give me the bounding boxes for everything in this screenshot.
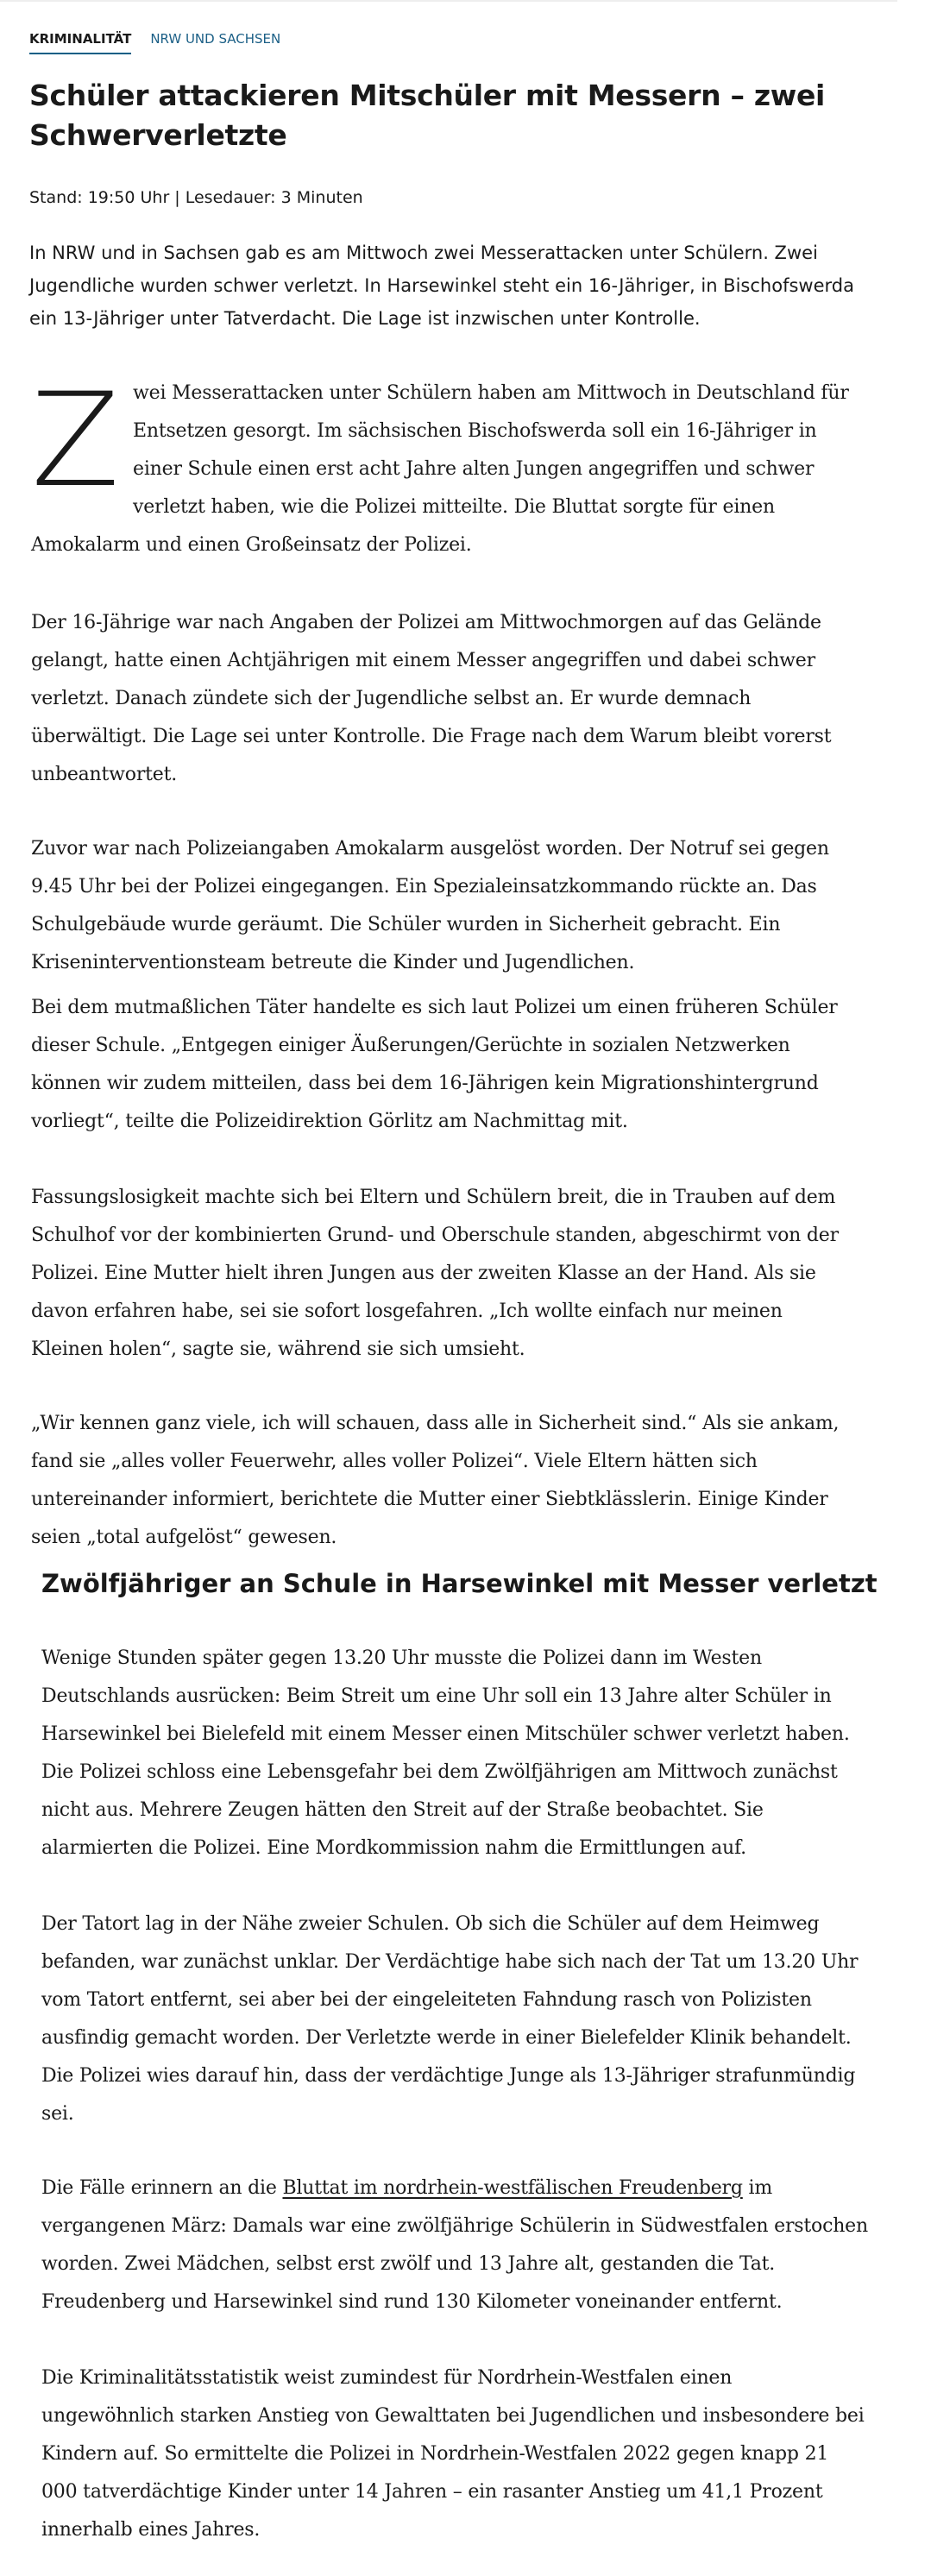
body-paragraph-2: Der 16-Jährige war nach Angaben der Polizei am Mittwochmorgen auf das Gelände gelangt, hatte einen Achtjährigen mit einem Messer angegriffen und dabei schwer verletzt. Danach zündete sich der Jugendliche selbst an. Er wurde demnach überwältigt. Die Lage sei unter Kontrolle. Die Frage nach dem Warum bleibt vorerst unbeantwortet. [31, 612, 832, 785]
body-paragraph-8: Der Tatort lag in der Nähe zweier Schulen. Ob sich die Schüler auf dem Heimweg befanden, war zunächst unklar. Der Verdächtige habe sich nach der Tat um 13.20 Uhr vom Tatort entfernt, sei aber bei der eingeleiteten Fahndung rasch von Polizisten ausfindig gemacht worden. Der Verletzte werde in einer Bielefelder Klinik behandelt. Die Polizei wies darauf hin, dass der verdächtige Junge als 13-Jähriger strafunmündig sei. [41, 1913, 859, 2125]
freudenberg-article-link[interactable]: Bluttat im nordrhein-westfälischen Freudenberg [282, 2177, 743, 2199]
top-divider [0, 0, 897, 2]
body-paragraph-6: „Wir kennen ganz viele, ich will schauen, dass alle in Sicherheit sind.“ Als sie ankam, fand sie „alles voller Feuerwehr, alles voller Polizei“. Viele Eltern hätten sich untereinander informiert, berichtete die Mutter einer Siebtklässlerin. Einige Kinder seien „total aufgelöst“ gewesen. [31, 1413, 840, 1548]
body-paragraph-10: Die Kriminalitätsstatistik weist zumindest für Nordrhein-Westfalen einen ungewöhnlich starken Anstieg von Gewalttaten bei Jugendlichen und insbesondere bei Kindern auf. So ermittelte die Polizei in Nordrhein-Westfalen 2022 gegen knapp 21 000 tatverdächtige Kinder unter 14 Jahren – ein rasanter Anstieg um 41,1 Prozent innerhalb eines Jahres. [41, 2367, 865, 2541]
article-headline: Schüler attackieren Mitschüler mit Messern – zwei Schwerverletzte [29, 79, 826, 152]
body-paragraph-9-end: im vergangenen März: Damals war eine zwölfjährige Schülerin in Südwestfalen erstochen worden. Zwei Mädchen, selbst erst zwölf und 13 Jahre alt, gestanden die Tat. Freudenberg und Harsewinkel sind rund 130 Kilometer voneinander entfernt. [41, 2177, 868, 2313]
category-kicker[interactable]: KRIMINALITÄT [29, 31, 131, 54]
body-paragraph-5: Fassungslosigkeit machte sich bei Eltern und Schülern breit, die in Trauben auf dem Schulhof vor der kombinierten Grund- und Oberschule standen, abgeschirmt von der Polizei. Eine Mutter hielt ihren Jungen aus der zweiten Klasse an der Hand. Als sie davon erfahren habe, sei sie sofort losgefahren. „Ich wollte einfach nur meinen Kleinen holen“, sagte sie, während sie sich umsieht. [31, 1187, 839, 1360]
body-paragraph-1 [31, 366, 859, 564]
body-paragraph-9-start: Die Fälle erinnern an die [41, 2177, 283, 2199]
body-paragraph-1-text: wei Messerattacken unter Schülern haben am Mittwoch in Deutschland für Entsetzen gesorgt. Im sächsischen Bischofswerda soll ein 16-Jähriger in einer Schule einen erst acht Jahre alten Jungen angegriffen und schwer verletzt haben, wie die Polizei mitteilte. Die Bluttat sorgte für einen Amokalarm und einen Großeinsatz der Polizei. [31, 382, 849, 556]
region-label[interactable]: NRW UND SACHSEN [150, 31, 281, 47]
section-subheading: Zwölfjähriger an Schule in Harsewinkel mit Messer verletzt [41, 1569, 878, 1598]
article-meta [29, 31, 280, 54]
body-paragraph-3: Zuvor war nach Polizeiangaben Amokalarm ausgelöst worden. Der Notruf sei gegen 9.45 Uhr bei der Polizei eingegangen. Ein Spezialeinsatzkommando rückte an. Das Schulgebäude wurde geräumt. Die Schüler wurden in Sicherheit gebracht. Ein Kriseninterventionsteam betreute die Kinder und Jugendlichen. [31, 838, 829, 973]
article-timestamp: Stand: 19:50 Uhr | Lesedauer: 3 Minuten [29, 188, 363, 207]
body-paragraph-7: Wenige Stunden später gegen 13.20 Uhr musste die Polizei dann im Westen Deutschlands ausrücken: Beim Streit um eine Uhr soll ein 13 Jahre alter Schüler in Harsewinkel bei Bielefeld mit einem Messer einen Mitschüler schwer verletzt haben. Die Polizei schloss eine Lebensgefahr bei dem Zwölfjährigen am Mittwoch zunächst nicht aus. Mehrere Zeugen hätten den Streit auf der Straße beobachtet. Sie alarmierten die Polizei. Eine Mordkommission nahm die Ermittlungen auf. [41, 1647, 850, 1859]
drop-cap: Z [31, 366, 120, 516]
body-paragraph-4: Bei dem mutmaßlichen Täter handelte es sich laut Polizei um einen früheren Schüler dieser Schule. „Entgegen einiger Äußerungen/Gerüchte in sozialen Netzwerken können wir zudem mitteilen, dass bei dem 16-Jährigen kein Migrationshintergrund vorliegt“, teilte die Polizeidirektion Görlitz am Nachmittag mit. [31, 997, 838, 1132]
article-teaser: In NRW und in Sachsen gab es am Mittwoch zwei Messerattacken unter Schülern. Zwei Jugendliche wurden schwer verletzt. In Harsewinkel steht ein 16-Jähriger, in Bischofswerda ein 13-Jähriger unter Tatverdacht. Die Lage ist inzwischen unter Kontrolle. [29, 242, 854, 329]
body-paragraph-9 [41, 2170, 870, 2321]
